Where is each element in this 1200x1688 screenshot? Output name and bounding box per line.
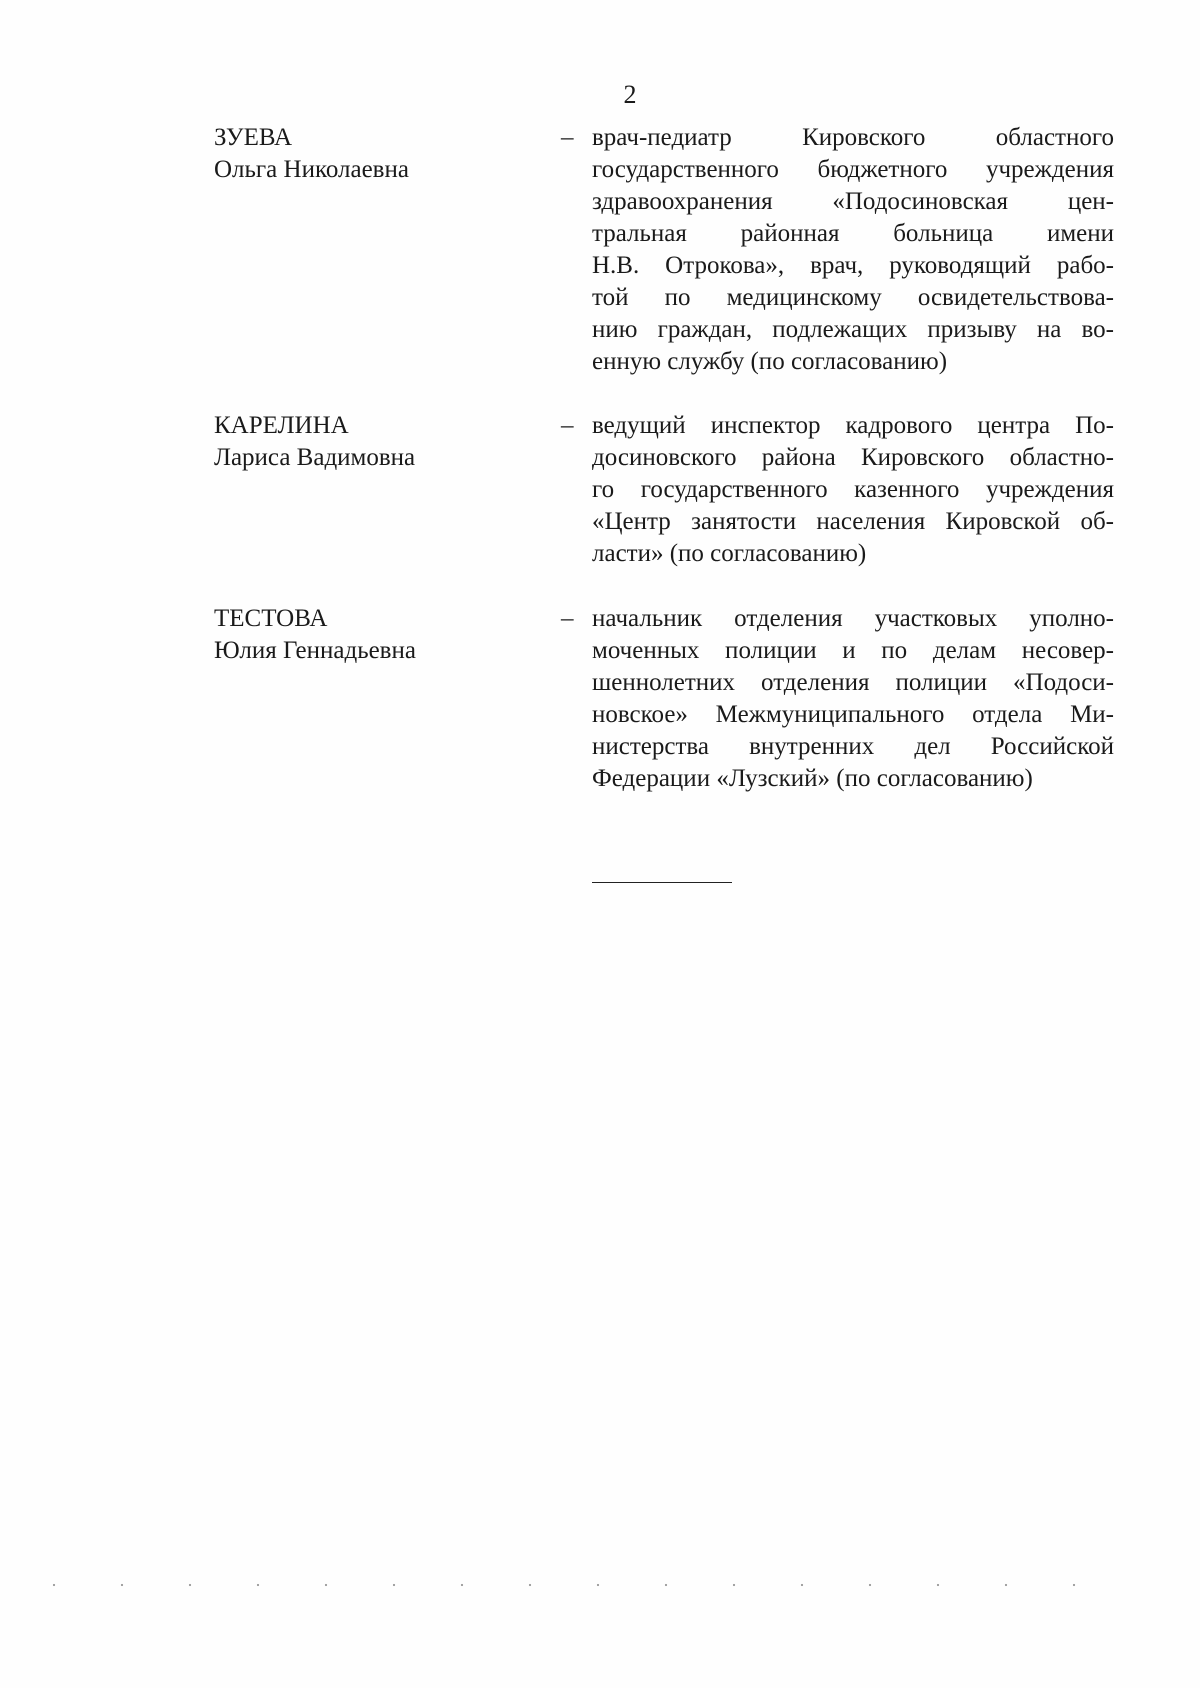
scan-artifact-dots <box>20 1582 1120 1588</box>
end-divider-line <box>592 882 732 883</box>
member-given-names: Лариса Вадимовна <box>214 444 416 471</box>
position-line: ведущий инспектор кадрового центра По- <box>592 412 1114 439</box>
position-line: начальник отделения участковых уполно- <box>592 605 1114 632</box>
position-line: новское» Межмуниципального отдела Ми- <box>592 701 1114 728</box>
member-surname: ТЕСТОВА <box>214 605 328 632</box>
member-name <box>214 603 534 667</box>
position-line: здравоохранения «Подосиновская цен- <box>592 188 1114 215</box>
position-line: тральная районная больница имени <box>592 220 1114 247</box>
position-line: шеннолетних отделения полиции «Подоси- <box>592 669 1114 696</box>
entry-dash: – <box>561 412 574 439</box>
page-number: 2 <box>623 80 637 109</box>
position-line: Н.В. Отрокова», врач, руководящий рабо- <box>592 252 1114 279</box>
position-line: нию граждан, подлежащих призыву на во- <box>592 316 1114 343</box>
position-line: нистерства внутренних дел Российской <box>592 733 1114 760</box>
member-given-names: Юлия Геннадьевна <box>214 637 416 664</box>
entry-dash: – <box>561 605 574 632</box>
member-name <box>214 410 534 474</box>
member-position <box>592 410 1114 570</box>
member-position <box>592 603 1114 795</box>
entry-dash: – <box>561 124 574 151</box>
position-line: врач-педиатр Кировского областного <box>592 124 1114 151</box>
position-line: моченных полиции и по делам несовер- <box>592 637 1114 664</box>
position-line: досиновского района Кировского областно- <box>592 444 1114 471</box>
position-line: ласти» (по согласованию) <box>592 540 867 567</box>
member-surname: КАРЕЛИНА <box>214 412 349 439</box>
member-surname: ЗУЕВА <box>214 124 293 151</box>
position-line: енную службу (по согласованию) <box>592 348 948 375</box>
position-line: Федерации «Лузский» (по согласованию) <box>592 765 1033 792</box>
member-position <box>592 122 1114 378</box>
position-line: «Центр занятости населения Кировской об- <box>592 508 1114 535</box>
position-line: государственного бюджетного учреждения <box>592 156 1114 183</box>
position-line: той по медицинскому освидетельствова- <box>592 284 1114 311</box>
member-name <box>214 122 534 186</box>
position-line: го государственного казенного учреждения <box>592 476 1114 503</box>
member-given-names: Ольга Николаевна <box>214 156 409 183</box>
